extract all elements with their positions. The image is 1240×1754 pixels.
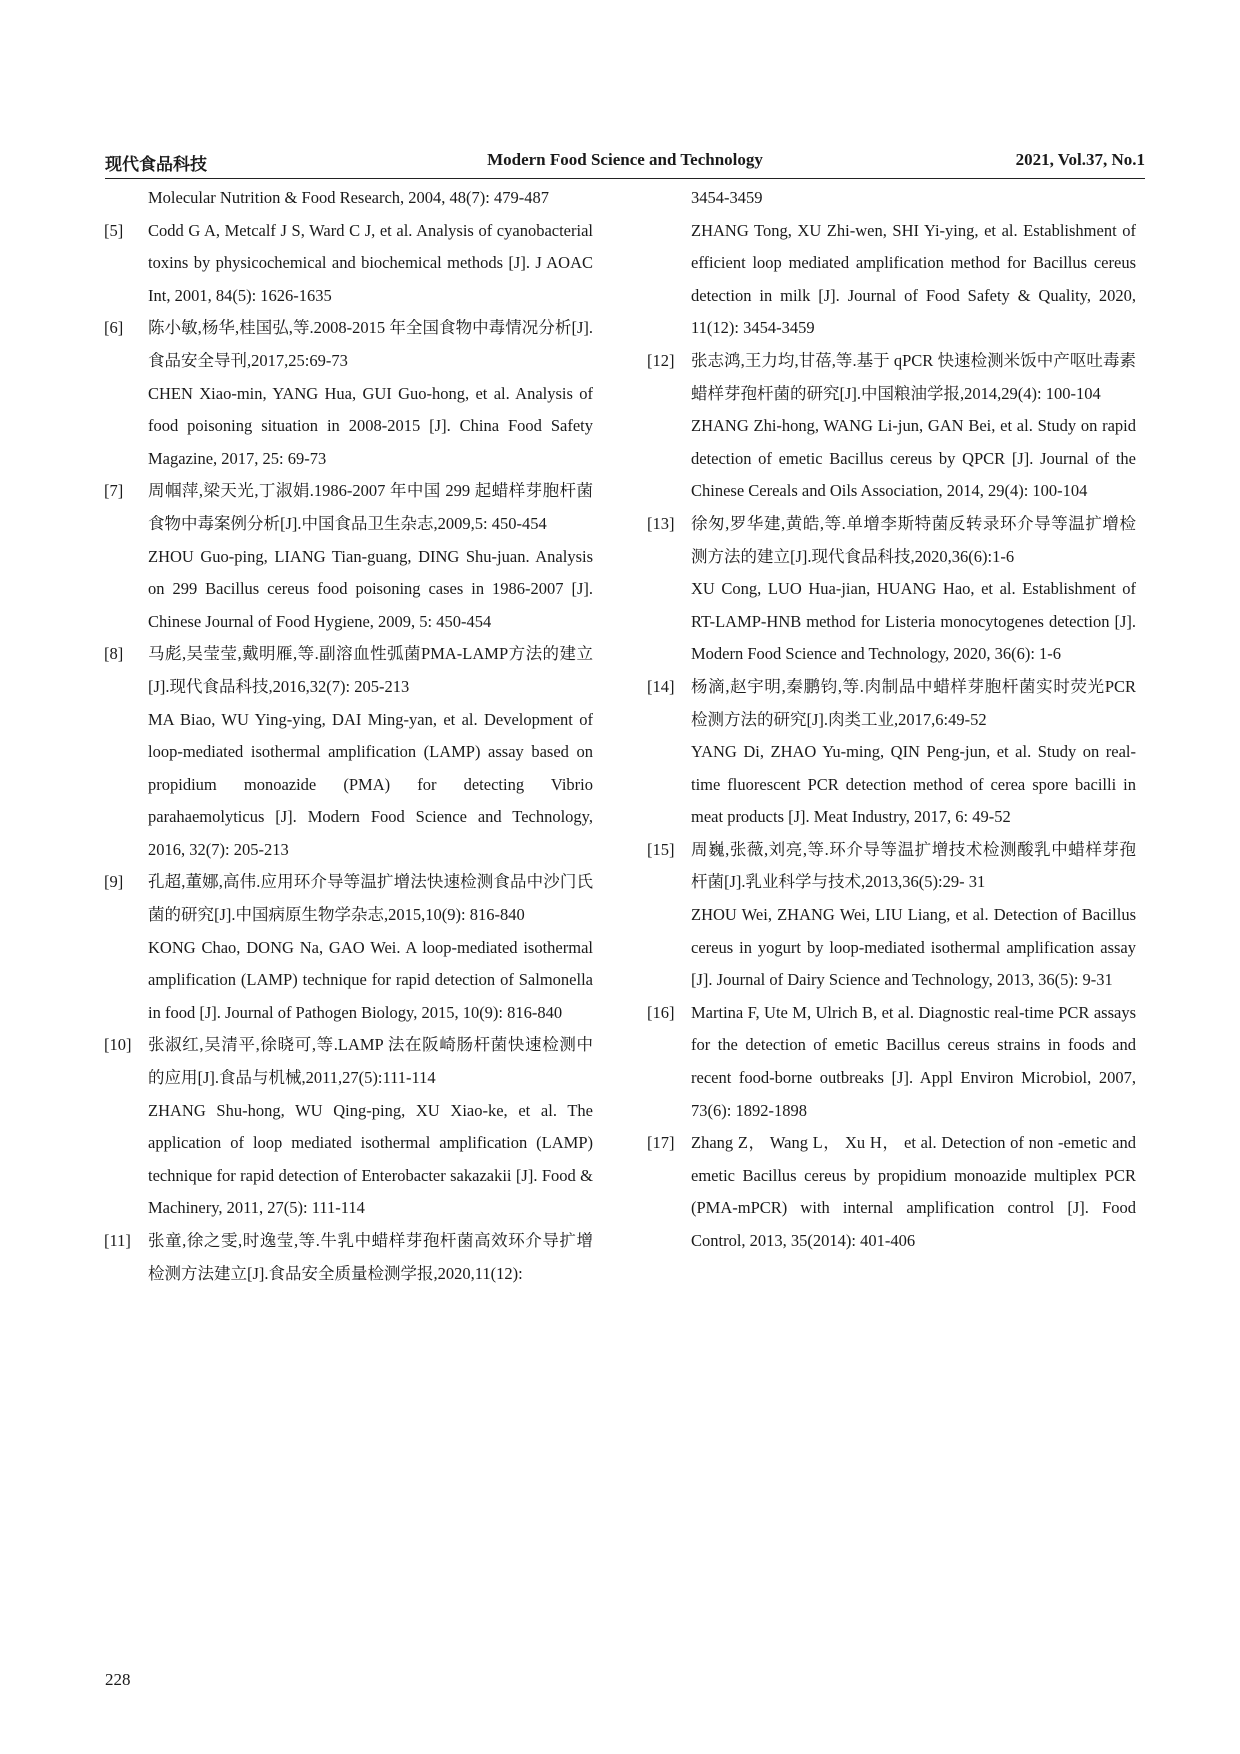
reference-cn: 徐匆,罗华建,黄皓,等.单增李斯特菌反转录环介导等温扩增检测方法的建立[J].现代食品科技,2020,36(6):1-6	[691, 513, 1136, 566]
reference-en: ZHANG Shu-hong, WU Qing-ping, XU Xiao-ke, et al. The application of loop mediated isothermal amplification (LAMP) technique for rapid detection of Enterobacter sakazakii [J]. Food & Machinery, 2011, 27(5): 111-114	[148, 1100, 593, 1218]
reference-cn: 周巍,张薇,刘亮,等.环介导等温扩增技术检测酸乳中蜡样芽孢杆菌[J].乳业科学与技术,2013,36(5):29- 31	[691, 839, 1136, 892]
reference-en: KONG Chao, DONG Na, GAO Wei. A loop-mediated isothermal amplification (LAMP) technique for rapid detection of Salmonella in food [J]. Journal of Pathogen Biology, 2015, 10(9): 816-840	[148, 937, 593, 1022]
reference-cn: 马彪,吴莹莹,戴明雁,等.副溶血性弧菌PMA-LAMP方法的建立[J].现代食品科技,2016,32(7): 205-213	[148, 644, 593, 696]
reference-number: [13]	[647, 513, 675, 533]
reference-number: [9]	[104, 872, 124, 892]
reference-continuation	[104, 182, 593, 215]
reference-13	[647, 508, 1136, 671]
reference-cn: 杨滴,赵宇明,秦鹏钧,等.肉制品中蜡样芽胞杆菌实时荧光PCR 检测方法的研究[J].肉类工业,2017,6:49-52	[691, 676, 1136, 729]
running-header	[105, 148, 1145, 179]
reference-12	[647, 345, 1136, 508]
reference-en: YANG Di, ZHAO Yu-ming, QIN Peng-jun, et al. Study on real-time fluorescent PCR detection method of cerea spore bacilli in meat products [J]. Meat Industry, 2017, 6: 49-52	[691, 742, 1136, 827]
journal-name-en: Modern Food Science and Technology	[487, 150, 763, 169]
reference-cn: 周帼萍,梁天光,丁淑娟.1986-2007 年中国 299 起蜡样芽胞杆菌食物中毒案例分析[J].中国食品卫生杂志,2009,5: 450-454	[148, 481, 593, 533]
reference-number: [6]	[104, 318, 124, 338]
reference-5	[104, 215, 593, 313]
reference-number: [8]	[104, 644, 124, 664]
reference-7	[104, 475, 593, 638]
reference-number: [12]	[647, 350, 675, 370]
reference-number: [17]	[647, 1133, 675, 1153]
reference-cn: 孔超,董娜,高伟.应用环介导等温扩增法快速检测食品中沙门氏菌的研究[J].中国病原生物学杂志,2015,10(9): 816-840	[148, 872, 593, 925]
reference-number: [15]	[647, 839, 675, 859]
reference-14	[647, 671, 1136, 834]
reference-cn: 张淑红,吴清平,徐晓可,等.LAMP 法在阪崎肠杆菌快速检测中的应用[J].食品与机械,2011,27(5):111-114	[148, 1035, 593, 1088]
reference-8	[104, 638, 593, 866]
reference-cn: 张志鸿,王力均,甘蓓,等.基于 qPCR 快速检测米饭中产呕吐毒素蜡样芽孢杆菌的研究[J].中国粮油学报,2014,29(4): 100-104	[691, 350, 1136, 403]
reference-en: Molecular Nutrition & Food Research, 2004, 48(7): 479-487	[148, 188, 549, 207]
reference-en: ZHANG Tong, XU Zhi-wen, SHI Yi-ying, et al. Establishment of efficient loop mediated amplification method for Bacillus cereus detection in milk [J]. Journal of Food Safety & Quality, 2020, 11(12): 3454-3459	[691, 220, 1136, 338]
reference-9	[104, 866, 593, 1029]
reference-16	[647, 997, 1136, 1127]
reference-en: CHEN Xiao-min, YANG Hua, GUI Guo-hong, et al. Analysis of food poisoning situation in 2008-2015 [J]. China Food Safety Magazine, 2017, 25: 69-73	[148, 383, 593, 468]
right-column	[647, 182, 1136, 1258]
reference-10	[104, 1029, 593, 1225]
reference-11	[104, 1225, 593, 1290]
reference-number: [7]	[104, 481, 124, 501]
reference-en: MA Biao, WU Ying-ying, DAI Ming-yan, et al. Development of loop-mediated isothermal amplification (LAMP) assay based on propidium monoazide (PMA) for detecting Vibrio parahaemolyticus [J]. Modern Food Science and Technology, 2016, 32(7): 205-213	[148, 709, 593, 859]
reference-number: [5]	[104, 220, 124, 240]
reference-6	[104, 312, 593, 475]
reference-number: [16]	[647, 1002, 675, 1022]
reference-en: Zhang Z， Wang L， Xu H， et al. Detection of non -emetic and emetic Bacillus cereus by propidium monoazide multiplex PCR (PMA-mPCR) with internal amplification control [J]. Food Control, 2013, 35(2014): 401-406	[691, 1133, 1136, 1250]
reference-continuation	[647, 182, 1136, 345]
reference-en: ZHOU Wei, ZHANG Wei, LIU Liang, et al. Detection of Bacillus cereus in yogurt by loop-mediated isothermal amplification assay [J]. Journal of Dairy Science and Technology, 2013, 36(5): 9-31	[691, 905, 1136, 990]
reference-en: ZHANG Zhi-hong, WANG Li-jun, GAN Bei, et al. Study on rapid detection of emetic Bacillus cereus by QPCR [J]. Journal of the Chinese Cereals and Oils Association, 2014, 29(4): 100-104	[691, 416, 1136, 501]
volume-info: 2021, Vol.37, No.1	[1015, 150, 1145, 169]
reference-en: Codd G A, Metcalf J S, Ward C J, et al. Analysis of cyanobacterial toxins by physicochemical and biochemical methods [J]. J AOAC Int, 2001, 84(5): 1626-1635	[148, 220, 593, 305]
journal-name-cn: 现代食品科技	[105, 155, 207, 174]
reference-cn: 张童,徐之雯,时逸莹,等.牛乳中蜡样芽孢杆菌高效环介导扩增检测方法建立[J].食品安全质量检测学报,2020,11(12):	[148, 1231, 593, 1283]
reference-cn: 3454-3459	[691, 188, 763, 207]
reference-number: [14]	[647, 676, 675, 696]
reference-en: ZHOU Guo-ping, LIANG Tian-guang, DING Shu-juan. Analysis on 299 Bacillus cereus food poisoning cases in 1986-2007 [J]. Chinese Journal of Food Hygiene, 2009, 5: 450-454	[148, 546, 593, 631]
page-number: 228	[105, 1670, 131, 1689]
reference-17	[647, 1127, 1136, 1257]
reference-en: XU Cong, LUO Hua-jian, HUANG Hao, et al. Establishment of RT-LAMP-HNB method for Listeria monocytogenes detection [J]. Modern Food Science and Technology, 2020, 36(6): 1-6	[691, 579, 1136, 664]
reference-number: [10]	[104, 1035, 132, 1055]
left-column	[104, 182, 593, 1290]
reference-en: Martina F, Ute M, Ulrich B, et al. Diagnostic real-time PCR assays for the detection of emetic Bacillus cereus strains in foods and recent food-borne outbreaks [J]. Appl Environ Microbiol, 2007, 73(6): 1892-1898	[691, 1002, 1136, 1120]
reference-15	[647, 834, 1136, 997]
reference-cn: 陈小敏,杨华,桂国弘,等.2008-2015 年全国食物中毒情况分析[J].食品安全导刊,2017,25:69-73	[148, 318, 593, 370]
reference-number: [11]	[104, 1231, 131, 1250]
